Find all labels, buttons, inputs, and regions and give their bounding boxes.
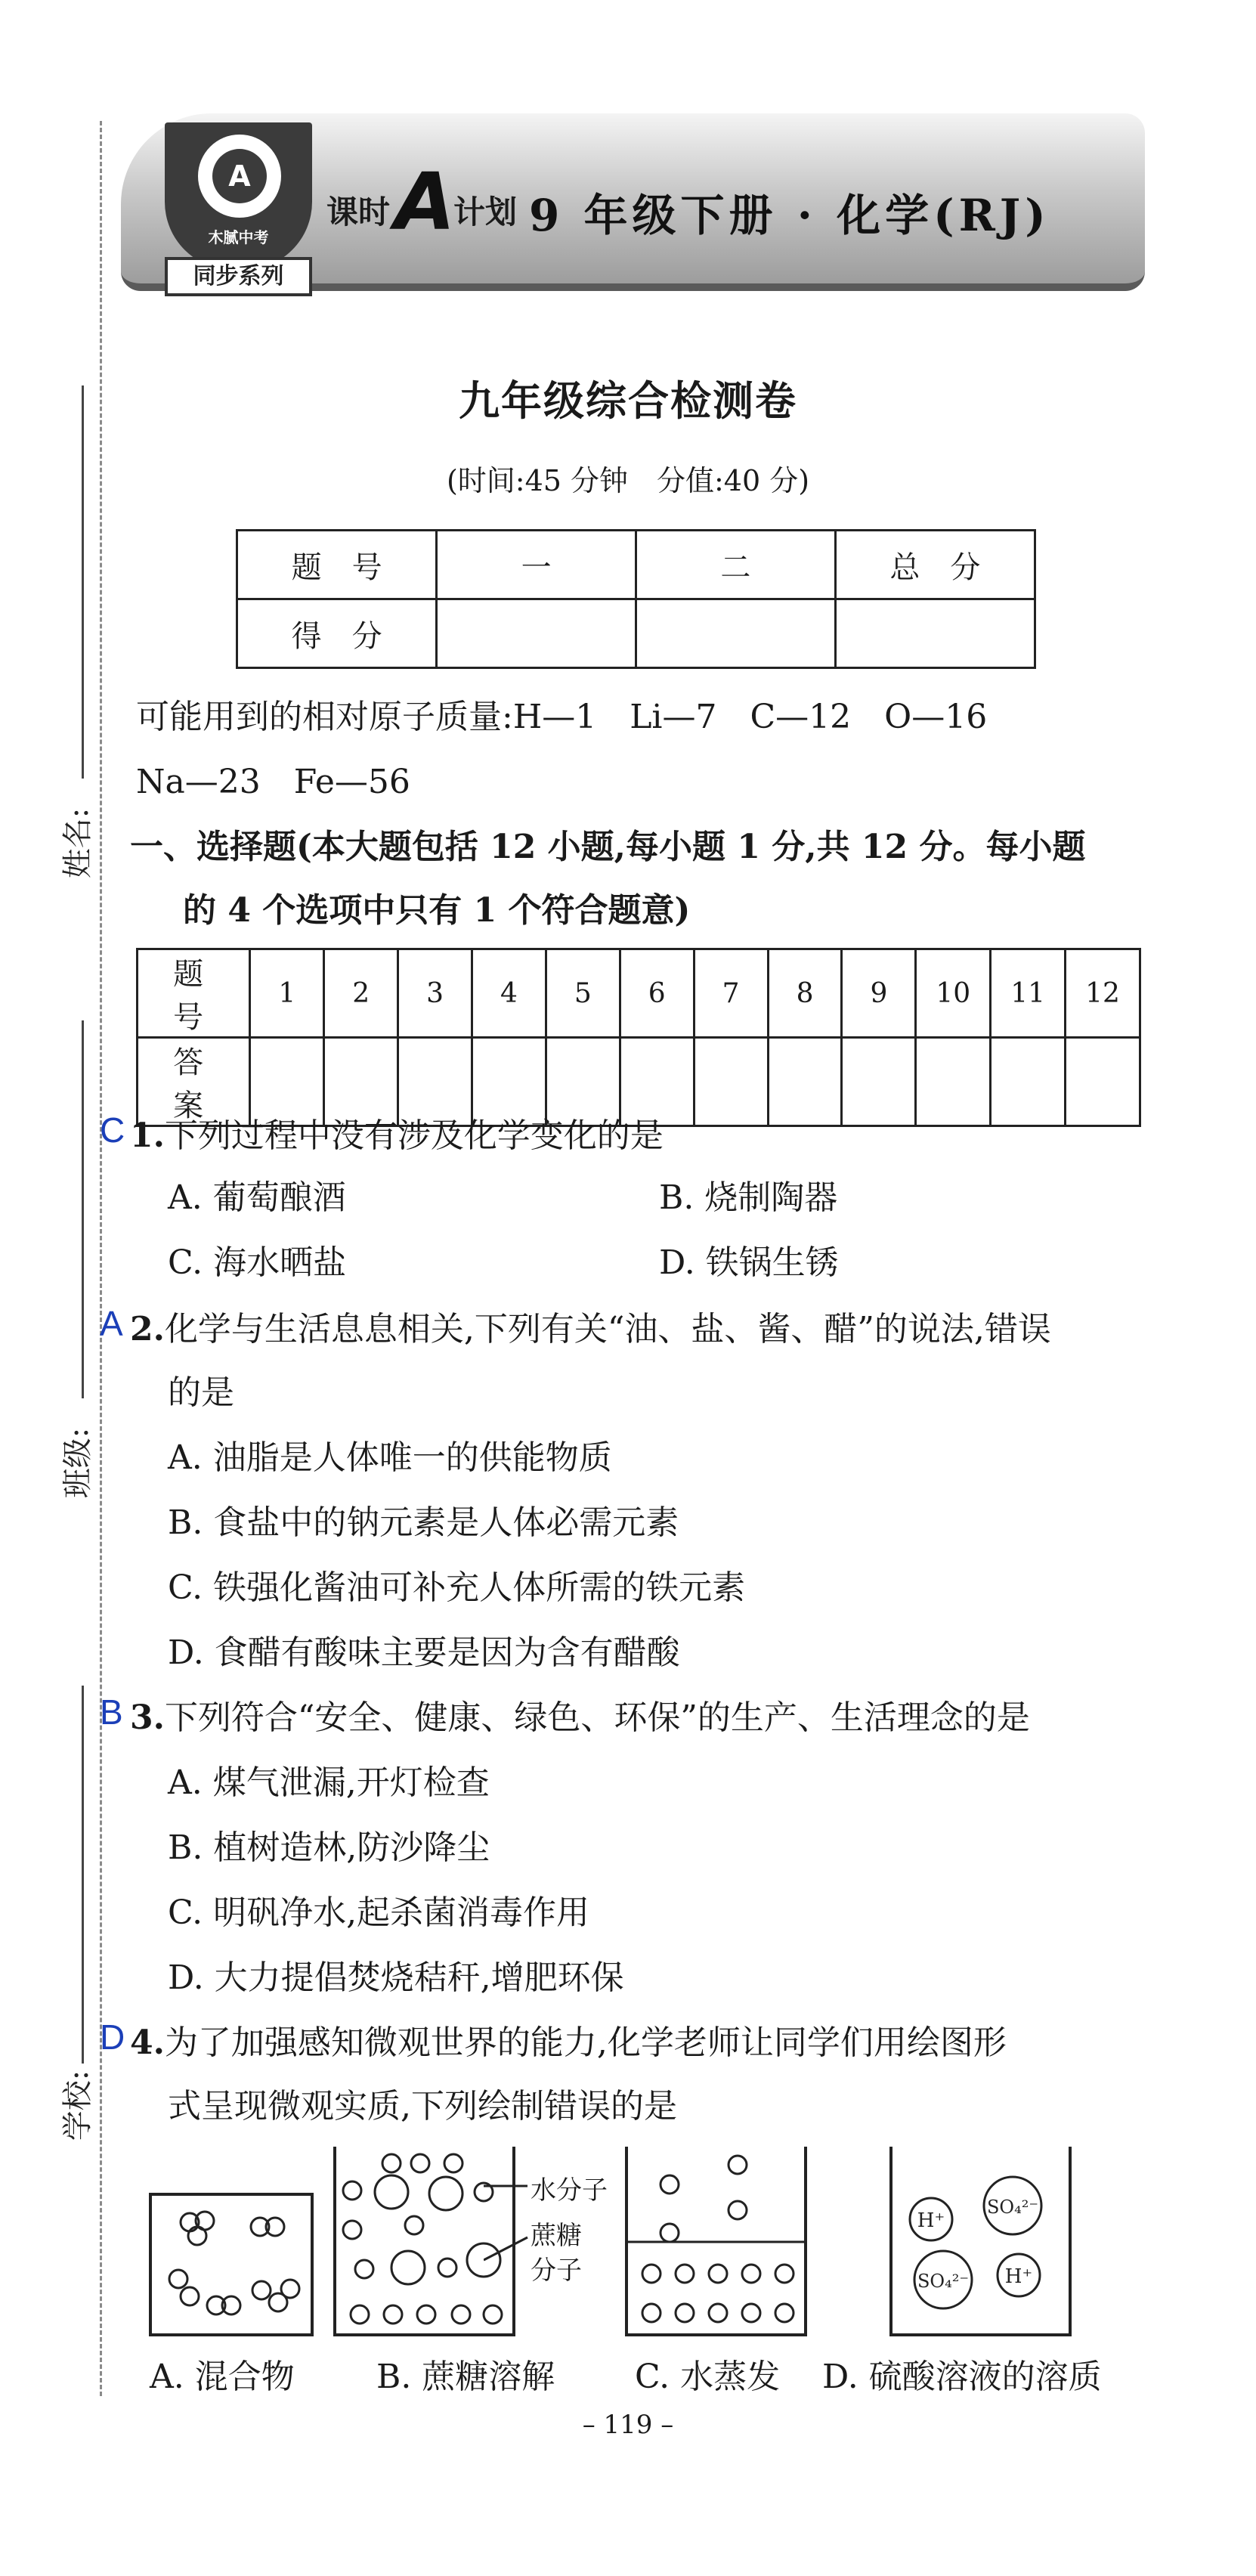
table-cell: 5 — [546, 949, 620, 1038]
series-label: 同步系列 — [165, 257, 312, 296]
ion-sulfate: SO₄²⁻ — [917, 2271, 970, 2292]
question-stem-cont: 的是 — [168, 1373, 234, 1412]
table-cell: 题 号 — [237, 531, 437, 599]
figure-d-sulfuric-acid-solute — [889, 2147, 1078, 2337]
ion-hydrogen: H⁺ — [917, 2209, 945, 2232]
table-row — [237, 599, 1035, 668]
figure-caption: A. 混合物 — [150, 2358, 295, 2396]
table-cell: 3 — [398, 949, 472, 1038]
figure-caption: D. 硫酸溶液的溶质 — [822, 2358, 1102, 2396]
answer-blank — [1066, 1038, 1140, 1126]
table-cell: 答 案 — [138, 1038, 250, 1126]
answer-blank — [991, 1038, 1066, 1126]
answer-blank — [768, 1038, 842, 1126]
handwritten-answer: C — [100, 1110, 125, 1150]
option-b: B. 食盐中的钠元素是人体必需元素 — [168, 1503, 679, 1542]
badge-text: 木腻中考 — [208, 228, 269, 246]
option-a: A. 葡萄酿酒 — [168, 1178, 346, 1217]
book-title-suffix: 计划 — [453, 194, 518, 231]
table-cell: 二 — [636, 531, 835, 599]
table-cell: 9 — [842, 949, 916, 1038]
answer-blank — [916, 1038, 991, 1126]
answer-table — [136, 948, 1141, 1127]
question-stem: 1.下列过程中没有涉及化学变化的是 — [130, 1116, 664, 1155]
table-cell: 总 分 — [835, 531, 1035, 599]
page-number: – 119 – — [582, 2410, 674, 2440]
handwritten-answer: A — [100, 1304, 123, 1343]
badge-letter: A — [228, 159, 251, 193]
school-label: 学校: — [60, 2070, 96, 2141]
table-cell: 7 — [694, 949, 768, 1038]
figure-c-water-evaporation — [624, 2147, 813, 2337]
table-cell: 1 — [250, 949, 324, 1038]
table-cell: 4 — [472, 949, 546, 1038]
score-blank — [835, 599, 1035, 668]
figure-caption: B. 蔗糖溶解 — [376, 2358, 555, 2396]
table-cell: 11 — [991, 949, 1066, 1038]
figure-caption: C. 水蒸发 — [635, 2358, 781, 2396]
leader-lines — [484, 2177, 529, 2268]
label-water-molecule: 水分子 — [531, 2175, 608, 2206]
question-stem: 4.为了加强感知微观世界的能力,化学老师让同学们用绘图形 — [130, 2023, 1007, 2062]
table-cell: 得 分 — [237, 599, 437, 668]
answer-blank — [842, 1038, 916, 1126]
table-row — [237, 531, 1035, 599]
section-heading: 一、选择题(本大题包括 12 小题,每小题 1 分,共 12 分。每小题 — [130, 828, 1086, 866]
score-table — [236, 529, 1036, 669]
exam-info: (时间:45 分钟 分值:40 分) — [446, 464, 810, 497]
option-a: A. 油脂是人体唯一的供能物质 — [168, 1438, 612, 1477]
exam-title: 九年级综合检测卷 — [459, 376, 797, 425]
option-a: A. 煤气泄漏,开灯检查 — [168, 1763, 490, 1802]
name-blank-line — [82, 385, 84, 779]
question-stem: 3.下列符合“安全、健康、绿色、环保”的生产、生活理念的是 — [130, 1698, 1030, 1737]
table-row — [138, 949, 1140, 1038]
question-stem-cont: 式呈现微观实质,下列绘制错误的是 — [168, 2087, 677, 2126]
answer-blank — [694, 1038, 768, 1126]
book-title-letter: A — [394, 156, 456, 248]
table-cell: 6 — [620, 949, 694, 1038]
table-cell: 12 — [1066, 949, 1140, 1038]
ion-sulfate: SO₄²⁻ — [986, 2197, 1039, 2218]
option-d: D. 铁锅生锈 — [659, 1243, 839, 1282]
score-blank — [437, 599, 636, 668]
label-molecule: 分子 — [531, 2256, 582, 2286]
option-d: D. 食醋有酸味主要是因为含有醋酸 — [168, 1633, 680, 1672]
book-series-title: 9 年级下册 · 化学(RJ) — [529, 190, 1050, 241]
section-heading-cont: 的 4 个选项中只有 1 个符合题意) — [183, 891, 691, 930]
option-d: D. 大力提倡焚烧秸秆,增肥环保 — [168, 1958, 624, 1997]
ion-hydrogen: H⁺ — [1004, 2265, 1033, 2288]
option-c: C. 明矾净水,起杀菌消毒作用 — [168, 1893, 590, 1932]
question-stem: 2.化学与生活息息相关,下列有关“油、盐、酱、醋”的说法,错误 — [130, 1310, 1051, 1348]
figure-a-mixture — [148, 2192, 314, 2337]
table-cell: 2 — [324, 949, 398, 1038]
label-sucrose: 蔗糖 — [531, 2221, 582, 2251]
option-c: C. 铁强化酱油可补充人体所需的铁元素 — [168, 1568, 746, 1607]
option-b: B. 烧制陶器 — [659, 1178, 838, 1217]
table-cell: 题 号 — [138, 949, 250, 1038]
class-blank-line — [82, 1020, 84, 1398]
table-cell: 一 — [437, 531, 636, 599]
option-c: C. 海水晒盐 — [168, 1243, 347, 1282]
option-b: B. 植树造林,防沙降尘 — [168, 1828, 490, 1867]
handwritten-answer: B — [100, 1692, 123, 1732]
atomic-mass-line-1: 可能用到的相对原子质量:H—1 Li—7 C—12 O—16 — [136, 698, 988, 736]
score-blank — [636, 599, 835, 668]
school-blank-line — [82, 1686, 84, 2064]
handwritten-answer: D — [100, 2017, 125, 2057]
book-title-prefix: 课时 — [326, 194, 391, 231]
class-label: 班级: — [60, 1427, 96, 1498]
atomic-mass-line-2: Na—23 Fe—56 — [136, 763, 410, 801]
table-cell: 10 — [916, 949, 991, 1038]
name-label: 姓名: — [60, 807, 96, 878]
table-cell: 8 — [768, 949, 842, 1038]
